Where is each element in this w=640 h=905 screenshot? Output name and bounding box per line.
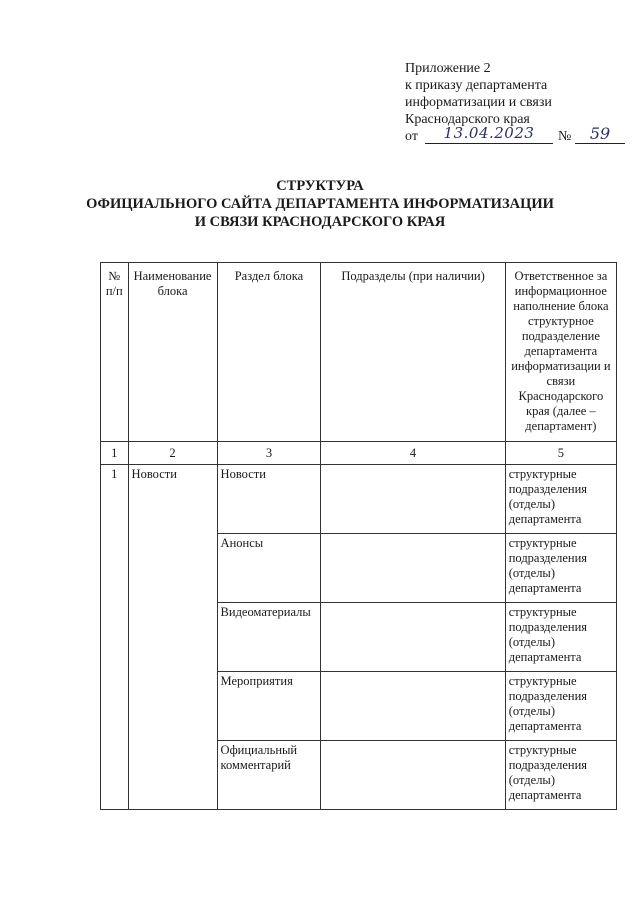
section-cell: Анонсы	[217, 534, 321, 603]
order-date: 13.04.2023	[425, 125, 553, 144]
annex-line-3: информатизации и связи	[405, 95, 552, 110]
subsection-cell	[321, 741, 505, 810]
annex-line-4: Краснодарского края	[405, 112, 530, 127]
subsection-cell	[321, 603, 505, 672]
column-number: 2	[128, 442, 217, 465]
section-cell: Официальный комментарий	[217, 741, 321, 810]
section-cell: Видеоматериалы	[217, 603, 321, 672]
column-number: 1	[101, 442, 129, 465]
column-number-row	[101, 442, 617, 465]
structure-table	[100, 262, 617, 810]
title-line-2: ОФИЦИАЛЬНОГО САЙТА ДЕПАРТАМЕНТА ИНФОРМАТИЗАЦИИ	[86, 196, 554, 212]
responsible-cell: структурные подразделения (отделы) департамента	[505, 465, 616, 534]
annex-date-line	[405, 124, 635, 146]
responsible-cell: структурные подразделения (отделы) департамента	[505, 741, 616, 810]
annex-line-2: к приказу департамента	[405, 78, 548, 93]
header-block-name: Наименование блока	[128, 263, 217, 442]
column-number: 3	[217, 442, 321, 465]
date-prefix: от	[405, 129, 418, 144]
responsible-cell: структурные подразделения (отделы) департамента	[505, 534, 616, 603]
subsection-cell	[321, 465, 505, 534]
header-subsection: Подразделы (при наличии)	[321, 263, 505, 442]
responsible-cell: структурные подразделения (отделы) департамента	[505, 672, 616, 741]
subsection-cell	[321, 672, 505, 741]
annex-line-1: Приложение 2	[405, 61, 491, 76]
document-title	[80, 177, 560, 231]
subsection-cell	[321, 534, 505, 603]
title-line-1: СТРУКТУРА	[276, 178, 364, 194]
section-cell: Новости	[217, 465, 321, 534]
table-row	[101, 465, 617, 534]
number-sign: №	[558, 129, 572, 144]
annex-block	[405, 60, 635, 146]
section-cell: Мероприятия	[217, 672, 321, 741]
title-line-3: И СВЯЗИ КРАСНОДАРСКОГО КРАЯ	[194, 214, 446, 230]
block-name: Новости	[128, 465, 217, 810]
header-section: Раздел блока	[217, 263, 321, 442]
header-responsible: Ответственное за информационное наполнение блока структурное подразделение департамента информатизации и связи Краснодарского края (далее – департамент)	[505, 263, 616, 442]
header-number: № п/п	[101, 263, 129, 442]
column-number: 4	[321, 442, 505, 465]
column-number: 5	[505, 442, 616, 465]
responsible-cell: структурные подразделения (отделы) департамента	[505, 603, 616, 672]
order-number: 59	[575, 125, 625, 144]
block-number: 1	[101, 465, 129, 810]
table-header-row	[101, 263, 617, 442]
